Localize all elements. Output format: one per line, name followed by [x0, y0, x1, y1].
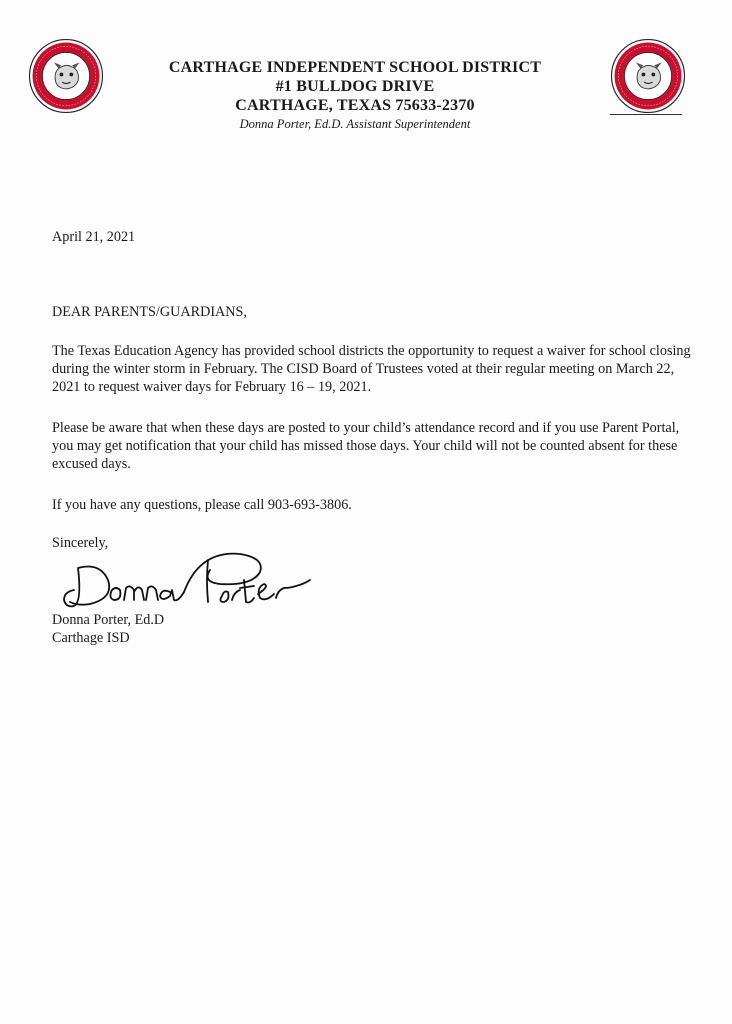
district-seal-left-icon	[28, 38, 104, 114]
salutation: DEAR PARENTS/GUARDIANS,	[52, 304, 247, 320]
signer-organization: Carthage ISD	[52, 630, 130, 646]
official-title: Donna Porter, Ed.D. Assistant Superintendent	[239, 117, 471, 131]
handwritten-signature	[60, 540, 340, 615]
district-name: CARTHAGE INDEPENDENT SCHOOL DISTRICT	[168, 59, 542, 76]
closing: Sincerely,	[52, 535, 109, 551]
address-line-2: CARTHAGE, TEXAS 75633-2370	[235, 97, 475, 114]
district-seal-right-icon	[610, 38, 686, 114]
letter-date: April 21, 2021	[52, 229, 136, 245]
paragraph-attendance: Please be aware that when these days are posted to your child’s attendance record and if you use Parent Portal, you may get notification that your child has missed those days. Your child will not be counted absent for these excused days.	[52, 420, 680, 472]
letterhead	[120, 58, 590, 132]
signer-name: Donna Porter, Ed.D	[52, 612, 165, 628]
paragraph-contact: If you have any questions, please call 903-693-3806.	[52, 497, 352, 513]
seal-underline	[610, 114, 682, 115]
paragraph-waiver: The Texas Education Agency has provided school districts the opportunity to request a waiver for school closing during the winter storm in February. The CISD Board of Trustees voted at their regular meeting on March 22, 2021 to request waiver days for February 16 – 19, 2021.	[52, 343, 691, 395]
address-line-1: #1 BULLDOG DRIVE	[275, 78, 435, 95]
